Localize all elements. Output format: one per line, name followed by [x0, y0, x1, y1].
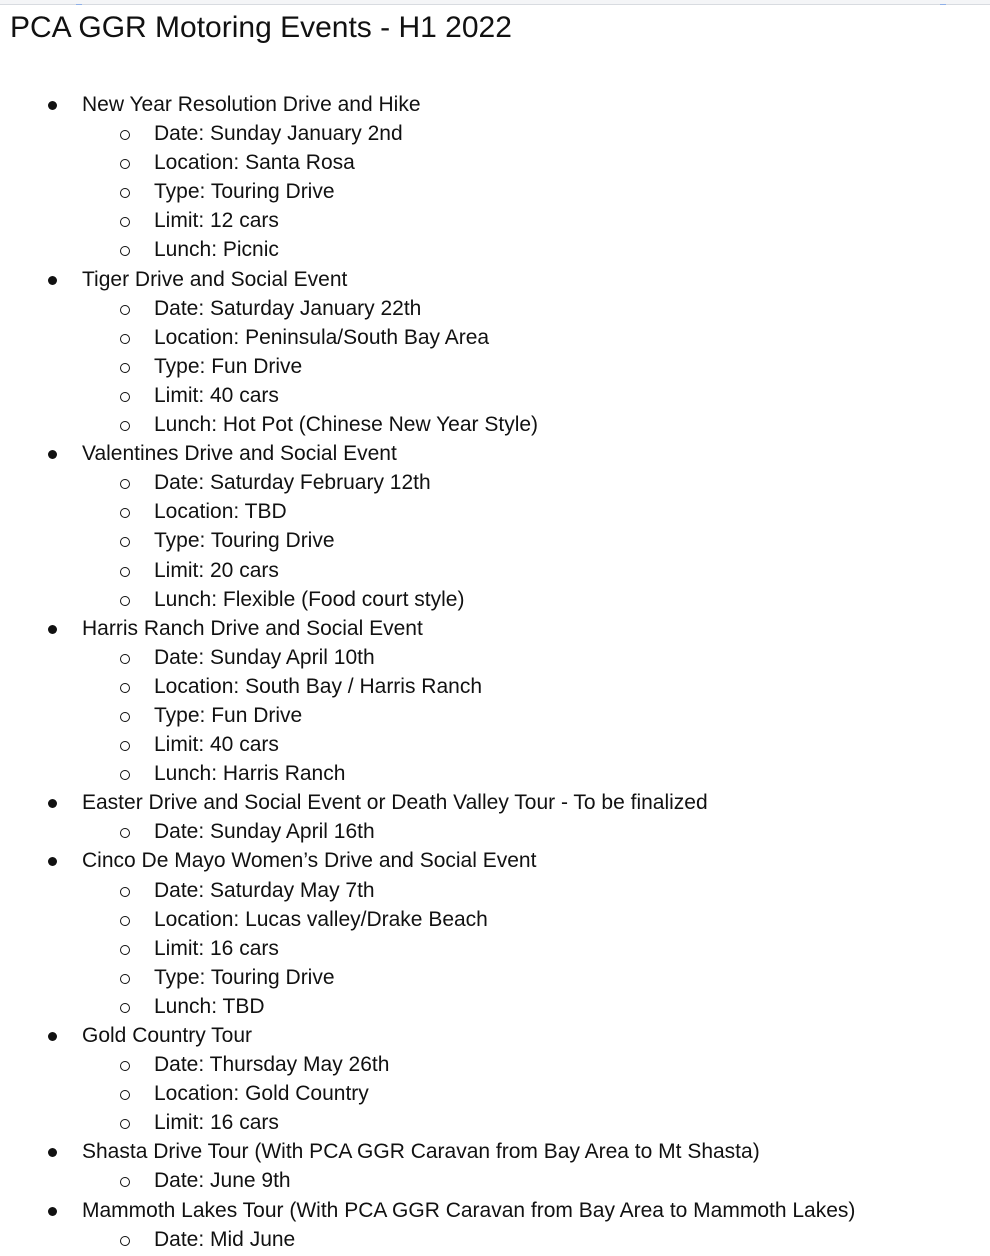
event-detail-text: Limit: 20 cars [154, 558, 279, 582]
event-detail-text: Limit: 12 cars [154, 209, 279, 233]
event-detail-text: Limit: 16 cars [154, 936, 279, 960]
event-title: Harris Ranch Drive and Social Event [82, 616, 423, 640]
event-detail-text: Type: Fun Drive [154, 354, 303, 378]
bullet-circle-icon [120, 654, 130, 664]
bullet-disc-icon [48, 1032, 57, 1041]
bullet-circle-icon [120, 1236, 130, 1246]
event-detail-text: Type: Touring Drive [154, 529, 335, 553]
bullet-disc-icon [48, 1148, 57, 1157]
bullet-circle-icon [120, 1061, 130, 1071]
bullet-circle-icon [120, 508, 130, 518]
bullet-circle-icon [120, 567, 130, 577]
event-detail-text: Location: South Bay / Harris Ranch [154, 674, 483, 698]
bullet-circle-icon [120, 1003, 130, 1013]
event-detail-text: Date: Saturday January 22th [154, 296, 422, 320]
bullet-circle-icon [120, 974, 130, 984]
bullet-circle-icon [120, 537, 130, 547]
bullet-circle-icon [120, 770, 130, 780]
event-detail-text: Limit: 16 cars [154, 1111, 279, 1135]
bullet-circle-icon [120, 1177, 130, 1187]
event-detail-text: Date: Saturday May 7th [154, 878, 375, 902]
bullet-circle-icon [120, 741, 130, 751]
event-detail-text: Lunch: Hot Pot (Chinese New Year Style) [154, 413, 539, 437]
event-detail-text: Date: Mid June [154, 1227, 296, 1251]
bullet-disc-icon [48, 799, 57, 808]
event-detail-text: Type: Touring Drive [154, 965, 335, 989]
bullet-circle-icon [120, 1090, 130, 1100]
event-detail-text: Location: TBD [154, 500, 287, 524]
event-detail-text: Lunch: TBD [154, 994, 265, 1018]
event-detail-text: Lunch: Flexible (Food court style) [154, 587, 465, 611]
bullet-circle-icon [120, 246, 130, 256]
bullet-circle-icon [120, 130, 130, 140]
event-detail-text: Location: Gold Country [154, 1082, 369, 1106]
bullet-circle-icon [120, 596, 130, 606]
bullet-circle-icon [120, 887, 130, 897]
event-detail-text: Date: Saturday February 12th [154, 471, 431, 495]
event-title: Shasta Drive Tour (With PCA GGR Caravan from Bay Area to Mt Shasta) [82, 1140, 760, 1164]
event-detail-text: Location: Peninsula/South Bay Area [154, 325, 490, 349]
bullet-disc-icon [48, 276, 57, 285]
ruler-marker-left [76, 0, 82, 5]
bullet-circle-icon [120, 392, 130, 402]
event-detail-text: Lunch: Harris Ranch [154, 762, 346, 786]
event-detail-text: Date: Sunday April 16th [154, 820, 375, 844]
event-detail-text: Date: Thursday May 26th [154, 1053, 390, 1077]
bullet-disc-icon [48, 625, 57, 634]
event-title: Easter Drive and Social Event or Death Valley Tour - To be finalized [82, 791, 708, 815]
bullet-circle-icon [120, 363, 130, 373]
event-title: Cinco De Mayo Women’s Drive and Social Event [82, 849, 537, 873]
bullet-circle-icon [120, 1119, 130, 1129]
window-top-edge [0, 0, 990, 5]
bullet-disc-icon [48, 101, 57, 110]
event-title: Valentines Drive and Social Event [82, 442, 397, 466]
event-detail-text: Location: Lucas valley/Drake Beach [154, 907, 488, 931]
event-detail-text: Type: Touring Drive [154, 180, 335, 204]
bullet-disc-icon [48, 1207, 57, 1216]
bullet-circle-icon [120, 217, 130, 227]
event-detail-text: Location: Santa Rosa [154, 151, 355, 175]
bullet-circle-icon [120, 479, 130, 489]
bullet-circle-icon [120, 945, 130, 955]
bullet-disc-icon [48, 450, 57, 459]
bullet-circle-icon [120, 305, 130, 315]
bullet-circle-icon [120, 159, 130, 169]
bullet-circle-icon [120, 421, 130, 431]
bullet-circle-icon [120, 683, 130, 693]
bullet-circle-icon [120, 188, 130, 198]
event-title: Gold Country Tour [82, 1024, 253, 1047]
event-detail-text: Date: Sunday April 10th [154, 645, 375, 669]
event-detail-text: Lunch: Picnic [154, 238, 279, 262]
event-title: New Year Resolution Drive and Hike [82, 93, 421, 116]
ruler-marker-right [940, 0, 946, 5]
event-detail-text: Type: Fun Drive [154, 703, 303, 727]
event-detail-text: Limit: 40 cars [154, 733, 279, 757]
event-title: Mammoth Lakes Tour (With PCA GGR Caravan from Bay Area to Mammoth Lakes) [82, 1198, 856, 1222]
document-title: PCA GGR Motoring Events - H1 2022 [10, 11, 512, 44]
event-title: Tiger Drive and Social Event [82, 267, 348, 291]
bullet-disc-icon [48, 857, 57, 866]
bullet-circle-icon [120, 916, 130, 926]
event-detail-text: Limit: 40 cars [154, 383, 279, 407]
bullet-circle-icon [120, 712, 130, 722]
bullet-circle-icon [120, 334, 130, 344]
event-detail-text: Date: Sunday January 2nd [154, 122, 403, 146]
bullet-circle-icon [120, 828, 130, 838]
event-detail-text: Date: June 9th [154, 1169, 291, 1193]
